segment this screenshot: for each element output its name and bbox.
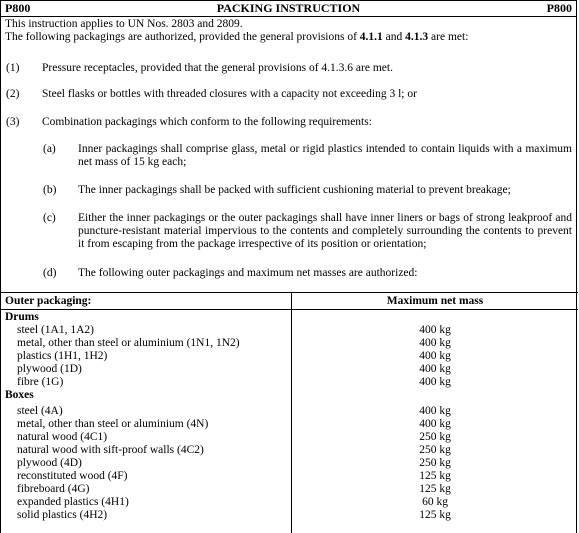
- table-row-value: 400 kg: [419, 350, 451, 362]
- table-row-label: steel (4A): [17, 405, 63, 417]
- subitem-letter: (c): [43, 212, 56, 224]
- item-number: (3): [6, 116, 20, 128]
- table-row-label: fibre (1G): [17, 376, 64, 388]
- table-row-value: 400 kg: [419, 363, 451, 375]
- table-row-label: fibreboard (4G): [17, 483, 90, 495]
- instruction-header: [1, 1, 576, 17]
- code-left: P800: [5, 1, 31, 15]
- subitem-letter: (b): [43, 184, 57, 196]
- table-row-label: natural wood (4C1): [17, 431, 108, 443]
- table-row-label: reconstituted wood (4F): [17, 470, 128, 482]
- table-row-label: plywood (4D): [17, 457, 82, 469]
- table-row-value: 250 kg: [419, 457, 451, 469]
- item-text: Combination packagings which conform to the following requirements:: [42, 116, 372, 128]
- intro-text: [1, 17, 576, 44]
- section-heading-drums: Drums: [5, 311, 39, 323]
- table-row-value: 400 kg: [419, 405, 451, 417]
- subitem-text: Either the inner packagings or the outer packagings shall have inner liners or bags of strong leakproof and puncture-resistant material impervious to the contents and completely surrounding the contents to prevent it from escaping from the package irrespective of its position or orientation;: [78, 212, 572, 250]
- column-header-max-net-mass: Maximum net mass: [386, 295, 484, 307]
- section-heading-boxes: Boxes: [5, 389, 34, 401]
- table-row-label: metal, other than steel or aluminium (4N): [17, 418, 209, 430]
- item-number: (2): [6, 88, 20, 100]
- intro-line-2: The following packagings are authorized, provided the general provisions of 4.1.1 and 4.1.3 are met:: [5, 31, 469, 43]
- table-row-value: 250 kg: [419, 444, 451, 456]
- table-row-value: 125 kg: [419, 470, 451, 482]
- code-right: P800: [546, 1, 572, 15]
- table-row-value: 400 kg: [419, 376, 451, 388]
- table-row-label: solid plastics (4H2): [17, 509, 108, 521]
- header-divider: [1, 309, 578, 310]
- outer-packaging-table: [1, 292, 578, 533]
- table-row-label: expanded plastics (4H1): [17, 496, 129, 508]
- subitem-text: The inner packagings shall be packed with sufficient cushioning material to prevent breakage;: [78, 184, 511, 196]
- instruction-title: PACKING INSTRUCTION: [216, 1, 361, 15]
- table-row-value: 400 kg: [419, 418, 451, 430]
- table-row-value: 250 kg: [419, 431, 451, 443]
- table-row-label: plastics (1H1, 1H2): [17, 350, 108, 362]
- subitem-letter: (a): [43, 143, 56, 155]
- table-row-value: 125 kg: [419, 483, 451, 495]
- subitem-text: Inner packagings shall comprise glass, metal or rigid plastics intended to contain liquids with a maximum net mass of 15 kg each;: [78, 143, 572, 168]
- table-row-value: 125 kg: [419, 509, 451, 521]
- table-row-value: 60 kg: [422, 496, 448, 508]
- intro-line-1: This instruction applies to UN Nos. 2803 and 2809.: [5, 18, 243, 30]
- table-row-label: steel (1A1, 1A2): [17, 324, 94, 336]
- column-header-outer-packaging: Outer packaging:: [5, 295, 92, 307]
- item-text: Steel flasks or bottles with threaded closures with a capacity not exceeding 3 l; or: [42, 88, 417, 100]
- table-row-value: 400 kg: [419, 337, 451, 349]
- table-row-label: metal, other than steel or aluminium (1N1, 1N2): [17, 337, 240, 349]
- table-row-label: plywood (1D): [17, 363, 82, 375]
- subitem-text: The following outer packagings and maximum net masses are authorized:: [78, 267, 418, 279]
- item-number: (1): [6, 62, 20, 74]
- table-row-label: natural wood with sift-proof walls (4C2): [17, 444, 204, 456]
- item-text: Pressure receptacles, provided that the general provisions of 4.1.3.6 are met.: [42, 62, 393, 74]
- subitem-letter: (d): [43, 267, 57, 279]
- table-row-value: 400 kg: [419, 324, 451, 336]
